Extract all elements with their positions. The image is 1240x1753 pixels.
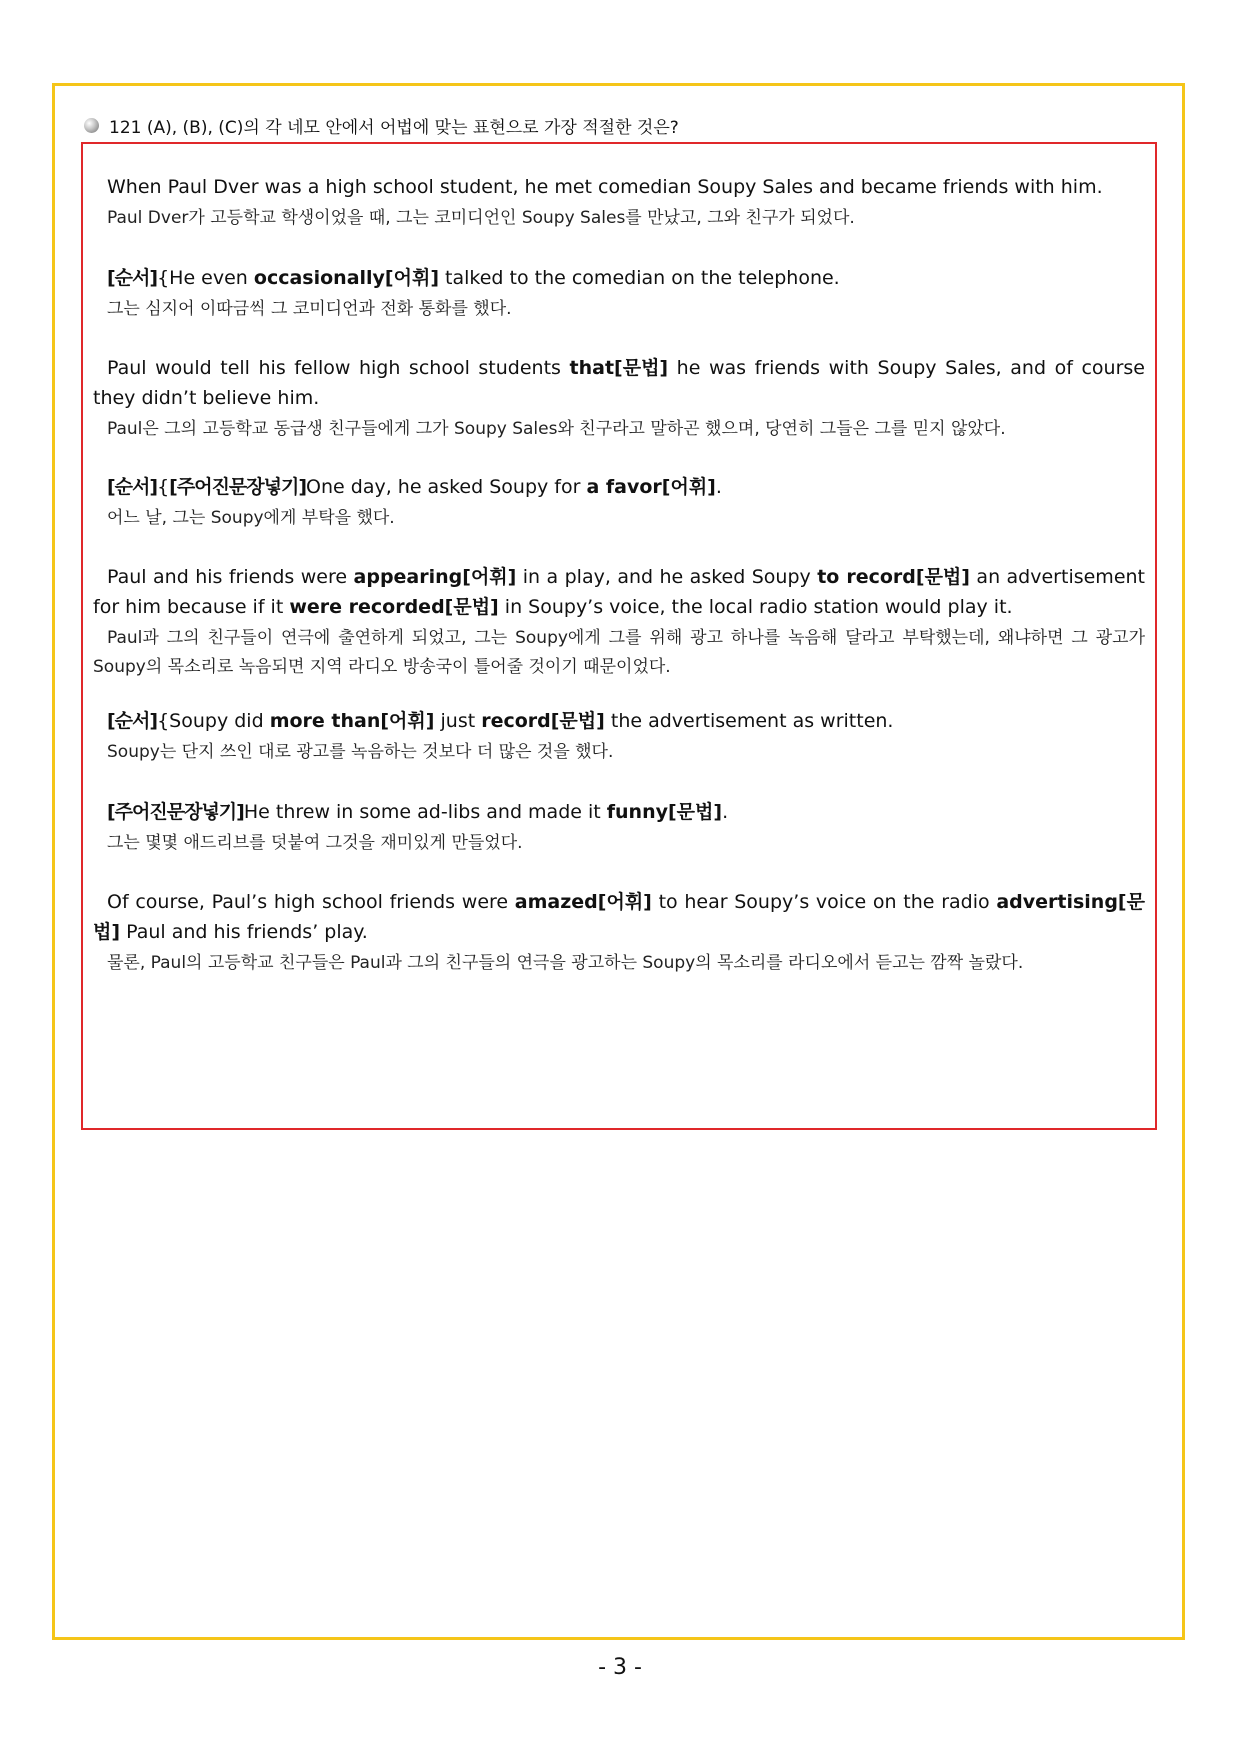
- sentence-text: {He even: [157, 267, 254, 289]
- passage-paragraph: [93, 172, 1145, 233]
- bullet-icon: [84, 118, 99, 133]
- korean-translation: 그는 심지어 이따금씩 그 코미디언과 전화 통화를 했다.: [107, 299, 512, 319]
- sentence-text: an advertisement for him because if it: [93, 566, 1145, 618]
- highlighted-expression: advertising[문법]: [93, 891, 1145, 943]
- highlighted-expression: to record[문법]: [817, 566, 970, 588]
- korean-translation: Soupy는 단지 쓰인 대로 광고를 녹음하는 것보다 더 많은 것을 했다.: [107, 742, 614, 762]
- korean-translation: Paul Dver가 고등학교 학생이었을 때, 그는 코미디언인 Soupy Sales를 만났고, 그와 친구가 되었다.: [107, 208, 855, 228]
- korean-translation: 어느 날, 그는 Soupy에게 부탁을 했다.: [107, 508, 395, 528]
- sentence-text: Of course, Paul’s high school friends were: [107, 891, 515, 913]
- korean-translation: Paul과 그의 친구들이 연극에 출연하게 되었고, 그는 Soupy에게 그를 위해 광고 하나를 녹음해 달라고 부탁했는데, 왜냐하면 그 광고가 Soupy의 목소리로 녹음되면 지역 라디오 방송국이 틀어줄 것이기 때문이었다.: [93, 628, 1145, 677]
- passage-paragraph: [93, 353, 1145, 444]
- highlighted-expression: more than[어휘]: [269, 710, 435, 732]
- sentence-text: {Soupy did: [157, 710, 270, 732]
- sentence-text: Paul and his friends’ play.: [120, 921, 368, 943]
- passage-paragraph: [93, 472, 1145, 533]
- korean-translation: Paul은 그의 고등학교 동급생 친구들에게 그가 Soupy Sales와 친구라고 말하곤 했으며, 당연히 그들은 그를 믿지 않았다.: [107, 419, 1006, 439]
- english-sentence: [93, 797, 1145, 827]
- highlighted-expression: occasionally[어휘]: [253, 267, 439, 289]
- question-type-tag: [순서]: [107, 476, 158, 498]
- highlighted-expression: a favor[어휘]: [586, 476, 716, 498]
- question-header: [84, 112, 679, 138]
- highlighted-expression: that[문법]: [569, 357, 669, 379]
- sentence-text: he was friends with Soupy Sales, and of course they didn’t believe him.: [93, 357, 1145, 409]
- korean-translation: 그는 몇몇 애드리브를 덧붙여 그것을 재미있게 만들었다.: [107, 833, 523, 853]
- passage-paragraph: [93, 797, 1145, 858]
- english-sentence: [93, 353, 1145, 413]
- sentence-text: in a play, and he asked Soupy: [516, 566, 818, 588]
- passage-paragraph: [93, 887, 1145, 978]
- english-sentence: [93, 472, 1145, 502]
- passage-paragraph: [93, 562, 1145, 682]
- english-sentence: [93, 706, 1145, 736]
- question-type-tag: [순서]: [107, 267, 158, 289]
- sentence-text: just: [434, 710, 482, 732]
- sentence-text: to hear Soupy’s voice on the radio: [651, 891, 997, 913]
- question-type-tag: [순서]: [107, 710, 158, 732]
- korean-translation: 물론, Paul의 고등학교 친구들은 Paul과 그의 친구들의 연극을 광고하는 Soupy의 목소리를 라디오에서 듣고는 깜짝 놀랐다.: [107, 953, 1024, 973]
- sentence-text: He threw in some ad-libs and made it: [243, 801, 607, 823]
- sentence-text: in Soupy’s voice, the local radio station would play it.: [498, 596, 1013, 618]
- highlighted-expression: were recorded[문법]: [289, 596, 499, 618]
- page-number: - 3 -: [598, 1655, 642, 1680]
- sentence-text: the advertisement as written.: [604, 710, 894, 732]
- sentence-text: {: [157, 476, 170, 498]
- sentence-text: Paul and his friends were: [107, 566, 354, 588]
- highlighted-expression: appearing[어휘]: [353, 566, 517, 588]
- highlighted-expression: record[문법]: [481, 710, 605, 732]
- english-sentence: [93, 263, 1145, 293]
- question-type-tag: [주어진문장넣기]: [169, 476, 307, 498]
- passage-paragraph: [93, 263, 1145, 324]
- question-text: 121 (A), (B), (C)의 각 네모 안에서 어법에 맞는 표현으로 가장 적절한 것은?: [109, 117, 679, 138]
- sentence-text: Paul would tell his fellow high school students: [107, 357, 570, 379]
- english-sentence: [93, 562, 1145, 622]
- sentence-text: talked to the comedian on the telephone.: [439, 267, 840, 289]
- question-type-tag: [주어진문장넣기]: [107, 801, 244, 823]
- sentence-text: When Paul Dver was a high school student, he met comedian Soupy Sales and became friends with him.: [107, 176, 1103, 198]
- sentence-text: .: [722, 801, 729, 823]
- sentence-text: .: [715, 476, 722, 498]
- highlighted-expression: funny[문법]: [606, 801, 723, 823]
- english-sentence: [93, 172, 1145, 202]
- sentence-text: One day, he asked Soupy for: [306, 476, 587, 498]
- highlighted-expression: amazed[어휘]: [514, 891, 652, 913]
- english-sentence: [93, 887, 1145, 947]
- passage-paragraph: [93, 706, 1145, 767]
